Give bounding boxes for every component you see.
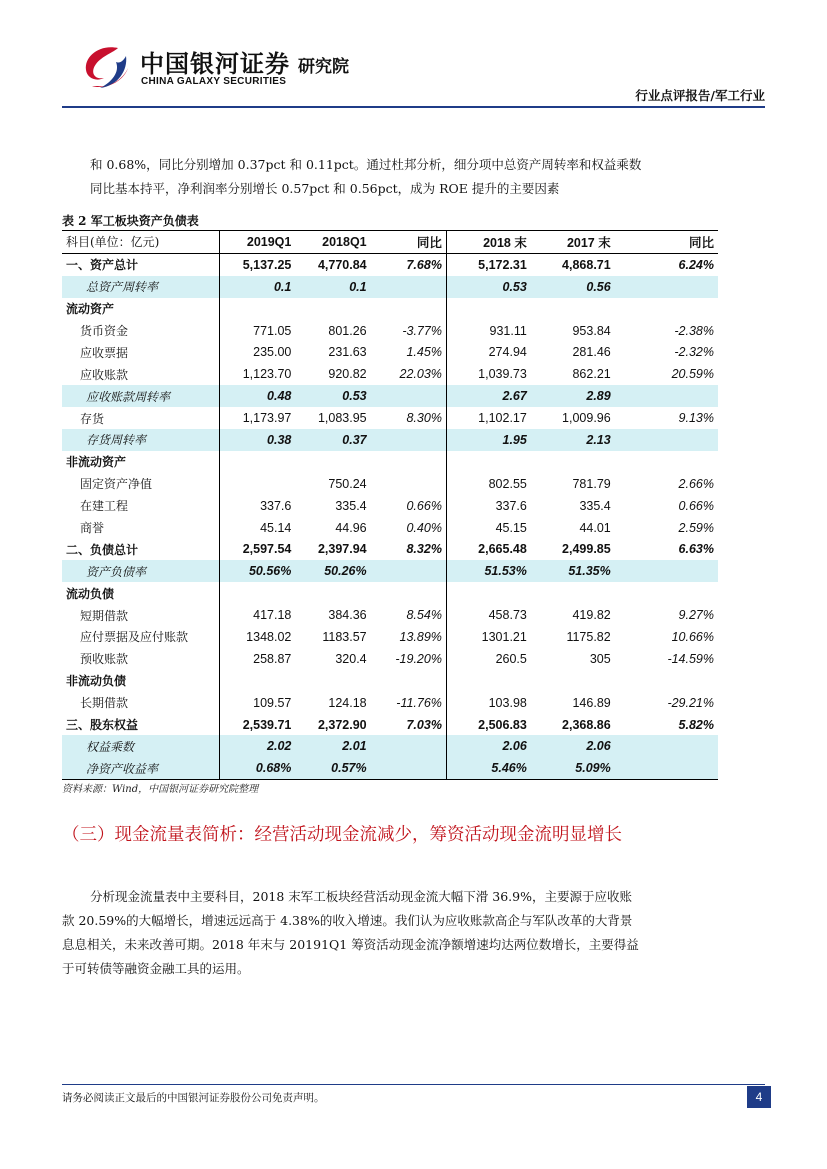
table-row (62, 757, 718, 779)
page-number: 4 (747, 1086, 771, 1108)
table-cell: 10.66% (671, 629, 714, 644)
table-cell (371, 276, 447, 298)
table-row (62, 626, 718, 648)
row-label: 货币资金 (62, 320, 220, 342)
section-heading: （三）现金流量表简析：经营活动现金流减少，筹资活动现金流明显增长 (62, 825, 622, 845)
table-row (62, 495, 718, 517)
table-cell: 1301.21 (481, 629, 527, 644)
table-row (62, 276, 718, 298)
row-label: 流动负债 (62, 582, 220, 604)
row-label: 权益乘数 (62, 735, 220, 757)
table-cell: -2.38% (674, 323, 714, 338)
table-row (62, 363, 718, 385)
table-cell: 931.11 (489, 323, 527, 338)
table-cell (615, 582, 718, 604)
table-cell: 2,597.54 (242, 542, 292, 557)
footer-divider (62, 1084, 765, 1085)
table-row (62, 517, 718, 539)
table-cell: 260.5 (495, 651, 527, 666)
table-row (62, 560, 718, 582)
table-cell: 8.54% (371, 604, 447, 626)
table-cell (531, 582, 615, 604)
galaxy-logo-icon (78, 42, 134, 92)
table-cell: 920.82 (328, 367, 367, 382)
table-cell: 6.63% (678, 542, 714, 557)
table-cell: 2,506.83 (478, 717, 527, 732)
table-cell: 8.32% (371, 538, 447, 560)
row-label: 非流动负债 (62, 670, 220, 692)
table-row (62, 582, 718, 604)
table-cell (371, 735, 447, 757)
table-row (62, 451, 718, 473)
table-cell: 0.1 (295, 276, 370, 298)
table-row (62, 735, 718, 757)
table-row (62, 670, 718, 692)
table-cell (615, 757, 718, 779)
table-cell: 0.1 (220, 276, 296, 298)
table-cell: 0.68% (220, 757, 296, 779)
table-cell: 801.26 (328, 323, 367, 338)
table-cell: 862.21 (572, 367, 611, 382)
table-row (62, 253, 718, 275)
header-cell: 同比 (371, 231, 447, 254)
table-cell: 2.13 (531, 429, 615, 451)
table-cell: -2.32% (674, 345, 714, 360)
table-row (62, 298, 718, 320)
table-cell: 124.18 (328, 695, 367, 710)
row-label: 资产负债率 (62, 560, 220, 582)
table-row (62, 538, 718, 560)
table-cell (295, 451, 370, 473)
table-row (62, 714, 718, 736)
table-cell (615, 298, 718, 320)
table-cell: 419.82 (572, 608, 611, 623)
table-cell: 2.66% (678, 476, 714, 491)
table-cell: 1,039.73 (478, 367, 527, 382)
header-cell: 2018Q1 (295, 231, 370, 254)
row-label: 长期借款 (62, 692, 220, 714)
table-cell: 1183.57 (322, 629, 367, 644)
row-label: 存货 (62, 407, 220, 429)
table-cell: 6.24% (678, 257, 714, 272)
row-label: 应收账款周转率 (62, 385, 220, 407)
row-label: 预收账款 (62, 648, 220, 670)
table-cell: 1348.02 (246, 629, 292, 644)
table-cell: 2,372.90 (317, 717, 367, 732)
table-cell: 45.15 (495, 520, 527, 535)
row-label: 在建工程 (62, 495, 220, 517)
table-row (62, 320, 718, 342)
header-cell: 2019Q1 (220, 231, 296, 254)
row-label: 净资产收益率 (62, 757, 220, 779)
table-title: 表 2 军工板块资产负债表 (62, 214, 199, 228)
table-cell: 13.89% (371, 626, 447, 648)
table-cell: 1175.82 (566, 629, 611, 644)
table-cell: 7.68% (371, 253, 447, 275)
table-cell: 50.56% (220, 560, 296, 582)
table-cell: 1,123.70 (242, 367, 292, 382)
table-cell: 5.09% (531, 757, 615, 779)
row-label: 总资产周转率 (62, 276, 220, 298)
table-cell: 2,499.85 (562, 542, 611, 557)
table-cell: 0.48 (220, 385, 296, 407)
table-cell: 1.45% (371, 341, 447, 363)
table-cell: 103.98 (488, 695, 527, 710)
table-cell (371, 670, 447, 692)
table-cell: 2,368.86 (562, 717, 611, 732)
table-cell: 0.37 (295, 429, 370, 451)
table-cell: 50.26% (295, 560, 370, 582)
table-cell: 2,539.71 (242, 717, 292, 732)
table-cell: 2,665.48 (478, 542, 527, 557)
table-cell (295, 298, 370, 320)
row-label: 固定资产净值 (62, 473, 220, 495)
table-cell: 1,102.17 (478, 411, 527, 426)
row-label: 存货周转率 (62, 429, 220, 451)
table-cell: 258.87 (253, 651, 292, 666)
table-row (62, 385, 718, 407)
institute-label: 研究院 (298, 57, 349, 77)
table-cell: 2.89 (531, 385, 615, 407)
table-cell (371, 385, 447, 407)
table-cell (371, 429, 447, 451)
table-cell: 0.53 (446, 276, 530, 298)
row-label: 应收账款 (62, 363, 220, 385)
table-cell (446, 451, 530, 473)
table-cell: -3.77% (371, 320, 447, 342)
table-cell (295, 582, 370, 604)
table-cell (295, 670, 370, 692)
table-cell: -14.59% (667, 651, 714, 666)
table-cell (446, 670, 530, 692)
table-cell: 0.66% (371, 495, 447, 517)
table-cell: 44.96 (335, 520, 367, 535)
row-label: 流动资产 (62, 298, 220, 320)
table-cell: 4,868.71 (562, 257, 611, 272)
table-cell: 2.67 (446, 385, 530, 407)
table-cell: 5,172.31 (478, 257, 527, 272)
table-cell: 335.4 (579, 498, 611, 513)
row-label: 应收票据 (62, 341, 220, 363)
table-cell (446, 582, 530, 604)
table-cell: 458.73 (488, 608, 527, 623)
table-cell: -29.21% (667, 695, 714, 710)
row-label: 三、股东权益 (62, 714, 220, 736)
report-type: 行业点评报告/军工行业 (635, 88, 765, 103)
table-cell: 305 (589, 651, 611, 666)
table-cell: 0.53 (295, 385, 370, 407)
table-cell: 22.03% (371, 363, 447, 385)
table-cell: 0.66% (678, 498, 714, 513)
table-cell: 781.79 (572, 476, 611, 491)
table-cell: 320.4 (335, 651, 367, 666)
table-cell (371, 560, 447, 582)
table-cell: 5.46% (446, 757, 530, 779)
table-cell: 51.53% (446, 560, 530, 582)
table-cell: 2.59% (678, 520, 714, 535)
table-cell (371, 582, 447, 604)
table-cell: 771.05 (253, 323, 292, 338)
table-cell: 750.24 (328, 476, 367, 491)
table-header-row (62, 231, 718, 254)
table-cell (371, 757, 447, 779)
table-row (62, 407, 718, 429)
table-cell (371, 298, 447, 320)
table-cell (615, 385, 718, 407)
table-row (62, 604, 718, 626)
header-cell: 2017 末 (531, 231, 615, 254)
table-cell: 4,770.84 (317, 257, 367, 272)
table-cell: 0.57% (295, 757, 370, 779)
table-cell (615, 451, 718, 473)
table-cell: 802.55 (488, 476, 527, 491)
table-cell: 7.03% (371, 714, 447, 736)
body-paragraph: 分析现金流量表中主要科目，2018 末军工板块经营活动现金流大幅下滑 36.9%，主要源于应收账款 20.59%的大幅增长，增速远远高于 4.38%的收入增速。我们认为应收账款高企与军队改革的大背景息息相关，未来改善可期。2018 年末与 20191Q1 筹资活动现金流净额增速均达两位数增长，主要得益于可转债等融资金融工具的运用。 (62, 889, 639, 976)
table-cell: 0.38 (220, 429, 296, 451)
table-cell (615, 735, 718, 757)
table-cell: 235.00 (253, 345, 292, 360)
header-cell: 科目(单位：亿元) (62, 231, 220, 254)
table-cell (220, 670, 296, 692)
table-cell: 20.59% (671, 367, 714, 382)
header-cell: 同比 (615, 231, 718, 254)
table-cell: 146.89 (572, 695, 611, 710)
row-label: 短期借款 (62, 604, 220, 626)
table-cell: 8.30% (371, 407, 447, 429)
intro-paragraph: 和 0.68%，同比分别增加 0.37pct 和 0.11pct。通过杜邦分析，细分项中总资产周转率和权益乘数同比基本持平，净利润率分别增长 0.57pct 和 0.56pct，成为 ROE 提升的主要因素 (90, 157, 642, 196)
table-cell (220, 582, 296, 604)
table-cell: 5,137.25 (242, 257, 292, 272)
row-label: 应付票据及应付账款 (62, 626, 220, 648)
table-cell: 2.01 (295, 735, 370, 757)
table-cell: 2.02 (220, 735, 296, 757)
table-cell: 51.35% (531, 560, 615, 582)
table-cell (531, 298, 615, 320)
logo (78, 42, 378, 94)
table-cell: 953.84 (572, 323, 611, 338)
table-cell (371, 473, 447, 495)
table-cell: 281.46 (572, 345, 611, 360)
footer-disclaimer: 请务必阅读正文最后的中国银河证券股份公司免责声明。 (62, 1092, 325, 1104)
table-cell: 1.95 (446, 429, 530, 451)
table-cell: 9.13% (678, 411, 714, 426)
table-cell (615, 429, 718, 451)
table-cell (615, 276, 718, 298)
table-cell: 1,173.97 (242, 411, 292, 426)
table-cell: 2,397.94 (317, 542, 367, 557)
table-row (62, 429, 718, 451)
table-cell: 9.27% (678, 608, 714, 623)
table-row (62, 692, 718, 714)
row-label: 商誉 (62, 517, 220, 539)
table-cell: 274.94 (488, 345, 527, 360)
table-cell: -19.20% (371, 648, 447, 670)
table-row (62, 341, 718, 363)
table-cell: 2.06 (446, 735, 530, 757)
table-cell (371, 451, 447, 473)
table-cell: 0.40% (371, 517, 447, 539)
table-cell: 384.36 (328, 608, 367, 623)
row-label: 二、负债总计 (62, 538, 220, 560)
header-cell: 2018 末 (446, 231, 530, 254)
logo-cn-text: 中国银河证券 (140, 50, 290, 78)
table-row (62, 473, 718, 495)
table-cell (220, 473, 296, 495)
row-label: 非流动资产 (62, 451, 220, 473)
row-label: 一、资产总计 (62, 253, 220, 275)
table-cell: 2.06 (531, 735, 615, 757)
table-cell: 337.6 (260, 498, 292, 513)
table-cell: 337.6 (495, 498, 527, 513)
table-cell (615, 670, 718, 692)
table-cell (446, 298, 530, 320)
table-cell: 1,083.95 (317, 411, 367, 426)
table-cell: 45.14 (260, 520, 292, 535)
table-row (62, 648, 718, 670)
table-cell: 5.82% (678, 717, 714, 732)
table-cell (220, 451, 296, 473)
table-cell (531, 670, 615, 692)
table-cell: 0.56 (531, 276, 615, 298)
header-divider (62, 106, 765, 108)
logo-en-text: CHINA GALAXY SECURITIES (141, 76, 287, 87)
table-cell: 1,009.96 (562, 411, 611, 426)
table-cell: 417.18 (253, 608, 292, 623)
table-cell: 231.63 (328, 345, 367, 360)
table-cell: 335.4 (335, 498, 367, 513)
table-cell: 44.01 (579, 520, 611, 535)
balance-sheet-table (62, 230, 718, 780)
table-cell (531, 451, 615, 473)
table-cell: -11.76% (371, 692, 447, 714)
table-cell (615, 560, 718, 582)
source-note: 资料来源：Wind，中国银河证券研究院整理 (62, 784, 259, 795)
table-cell (220, 298, 296, 320)
table-cell: 109.57 (253, 695, 292, 710)
